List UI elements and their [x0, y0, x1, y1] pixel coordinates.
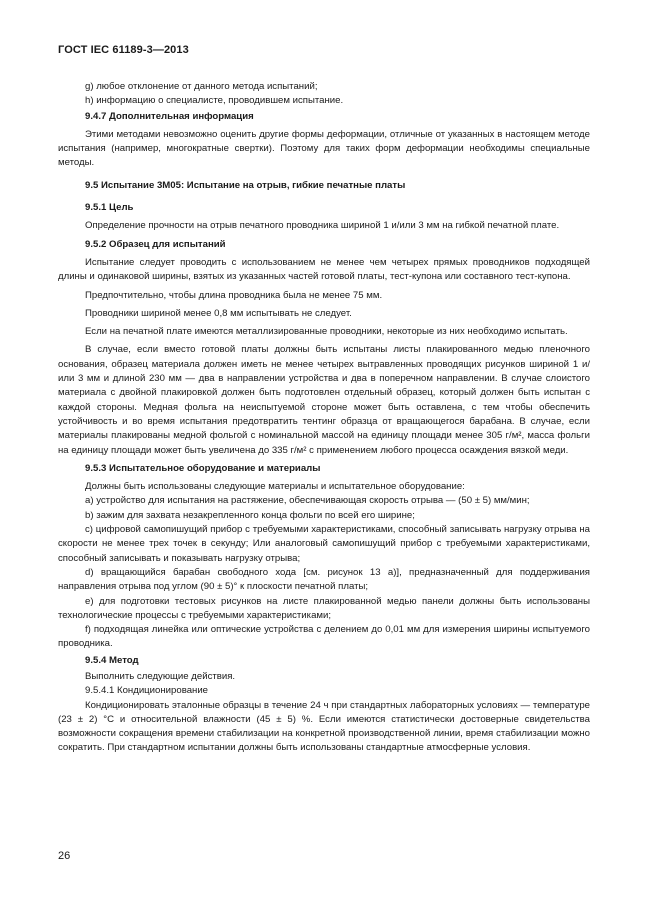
list-item-c: c) цифровой самопишущий прибор с требуемыми характеристиками, способный записывать нагрузку отрыва на скорости не менее трех точек в секунду; Или аналоговый самопишущий прибор с требуемыми характеристиками, способный записывать и показывать нагрузку отрыва; [58, 524, 590, 564]
document-header: ГОСТ IEC 61189-3—2013 [58, 44, 189, 56]
list-item-f: f) подходящая линейка или оптические устройства с делением до 0,01 мм для измерения ширины испытуемого проводника. [58, 624, 590, 650]
paragraph: Если на печатной плате имеются металлизированные проводники, некоторые из них необходимо испытать. [85, 326, 568, 338]
section-heading-9-5: 9.5 Испытание 3M05: Испытание на отрыв, гибкие печатные платы [85, 179, 406, 191]
list-item-h: h) информацию о специалисте, проводившем испытание. [85, 95, 344, 107]
paragraph: Испытание следует проводить с использованием не менее чем четырех прямых проводников подходящей длины и одинаковой ширины, взятых из указанных частей готовой платы, тест-купона или составного тест-купона. [58, 256, 590, 283]
section-heading-9-5-4-1: 9.5.4.1 Кондиционирование [85, 685, 209, 697]
section-heading-9-5-3: 9.5.3 Испытательное оборудование и материалы [85, 462, 321, 474]
list-item-g: g) любое отклонение от данного метода испытаний; [85, 81, 318, 92]
paragraph: Кондиционировать эталонные образцы в течение 24 ч при стандартных лабораторных условиях — температуре (23 ± 2) °С и относительной влажности (45 ± 5) %. Если имеются статистически достоверные свидетельства возможности сокращения времени стабилизации на конкретной производственной линии, время стабилизации можно сократить. При стандартном испытании должны быть использованы стандартные атмосферные условия. [58, 699, 590, 754]
paragraph: Должны быть использованы следующие материалы и испытательное оборудование: [85, 481, 465, 493]
page-number: 26 [58, 850, 71, 862]
paragraph: В случае, если вместо готовой платы должны быть испытаны листы плакированного медью пленочного основания, образец материала должен иметь не менее четырех вытравленных проводящих рисунков шириной 1 и/или 3 мм и длиной 230 мм — два в направлении устройства и два в поперечном направлении. В случае слоистого материала с двойной плакировкой должен быть подготовлен отдельный образец, который должен быть испытан с каждой стороны. Медная фольга на неиспытуемой стороне может быть оставлена, с тем чтобы обеспечить устойчивость и во время испытания предотвратить тентинг образца от вращающегося барабана. В случае, если материалы плакированы медной фольгой с номинальной массой на единицу площади менее 305 г/м², масса фольги на единицу площади может быть увеличена до 335 г/м² с применением любого процесса осаждения вязкой меди. [58, 344, 590, 456]
list-item-b: b) зажим для захвата незакрепленного конца фольги по всей его ширине; [85, 509, 415, 521]
section-heading-9-5-1: 9.5.1 Цель [85, 202, 134, 214]
paragraph: Определение прочности на отрыв печатного проводника шириной 1 и/или 3 мм на гибкой печатной плате. [85, 220, 560, 232]
list-item-a: a) устройство для испытания на растяжение, обеспечивающая скорость отрыва — (50 ± 5) мм/мин; [85, 495, 530, 507]
paragraph: Этими методами невозможно оценить другие формы деформации, отличные от указанных в настоящем методе испытания (например, многократные свертки). Поэтому для таких форм деформации необходимы специальные методы. [58, 128, 590, 169]
paragraph: Предпочтительно, чтобы длина проводника была не менее 75 мм. [85, 289, 383, 301]
section-heading-9-5-2: 9.5.2 Образец для испытаний [85, 238, 226, 250]
paragraph: Проводники шириной менее 0,8 мм испытывать не следует. [85, 307, 352, 319]
paragraph: Выполнить следующие действия. [85, 670, 236, 682]
document-body [58, 80, 590, 756]
section-heading-9-5-4: 9.5.4 Метод [85, 654, 139, 666]
list-item-d: d) вращающийся барабан свободного хода [см. рисунок 13 а)], предназначенный для поддерживания направления отрыва под углом (90 ± 5)° к плоскости печатной платы; [58, 566, 590, 593]
list-item-e: e) для подготовки тестовых рисунков на листе плакированной медью панели должны быть использованы технологические процессы с требуемыми характеристиками; [58, 595, 590, 621]
section-heading-9-4-7: 9.4.7 Дополнительная информация [85, 110, 254, 122]
